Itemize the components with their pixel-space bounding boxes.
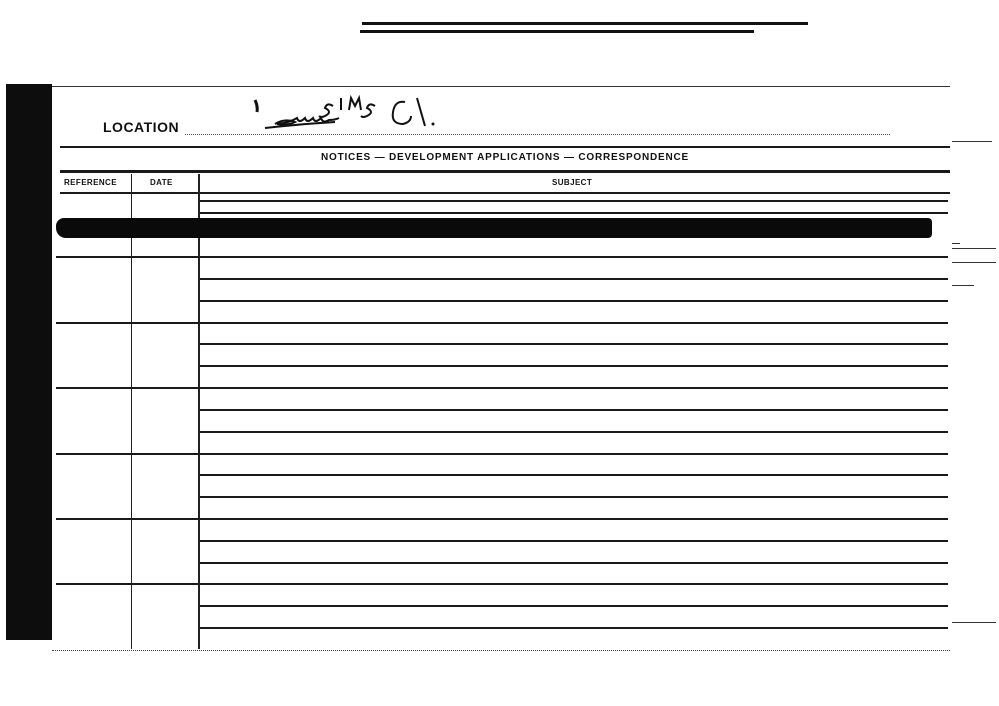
top-rule-1: [362, 22, 808, 25]
subject-rule: [200, 540, 948, 542]
subject-rule: [200, 300, 948, 302]
margin-mark: [952, 248, 996, 249]
margin-mark: [952, 141, 992, 142]
card-top-border: [52, 86, 950, 87]
card-bottom-edge: [52, 650, 950, 651]
title-top-rule: [60, 146, 950, 148]
subject-rule: [200, 278, 948, 280]
margin-mark: [952, 243, 960, 244]
row-group-separator: [56, 322, 948, 324]
subject-rule: [200, 343, 948, 345]
subject-rule: [200, 212, 948, 214]
margin-mark: [952, 622, 996, 623]
subject-rule: [200, 496, 948, 498]
top-rule-2: [360, 30, 754, 33]
location-label: LOCATION: [103, 119, 180, 135]
row-group-separator: [56, 256, 948, 258]
col-header-reference: REFERENCE: [64, 178, 117, 187]
margin-mark: [952, 285, 974, 286]
row-group-separator: [56, 387, 948, 389]
subject-rule: [200, 605, 948, 607]
row-group-separator: [56, 518, 948, 520]
subject-rule: [200, 627, 948, 629]
subject-rule: [200, 365, 948, 367]
title-bottom-rule: [60, 170, 950, 173]
subject-rule: [200, 562, 948, 564]
margin-mark: [952, 262, 996, 263]
redaction-bar: [56, 218, 932, 238]
col-header-subject: SUBJECT: [552, 178, 593, 187]
card-left-edge: [6, 84, 52, 640]
handwritten-location: [245, 92, 455, 138]
row-group-separator: [56, 453, 948, 455]
section-title: NOTICES — DEVELOPMENT APPLICATIONS — CORRESPONDENCE: [320, 152, 690, 163]
divider-ref-date: [131, 174, 132, 649]
subject-rule: [200, 200, 948, 202]
header-bottom-rule: [60, 192, 950, 194]
col-header-date: DATE: [150, 178, 173, 187]
subject-rule: [200, 409, 948, 411]
divider-date-subject: [198, 174, 200, 649]
subject-rule: [200, 431, 948, 433]
row-group-separator: [56, 583, 948, 585]
subject-rule: [200, 474, 948, 476]
